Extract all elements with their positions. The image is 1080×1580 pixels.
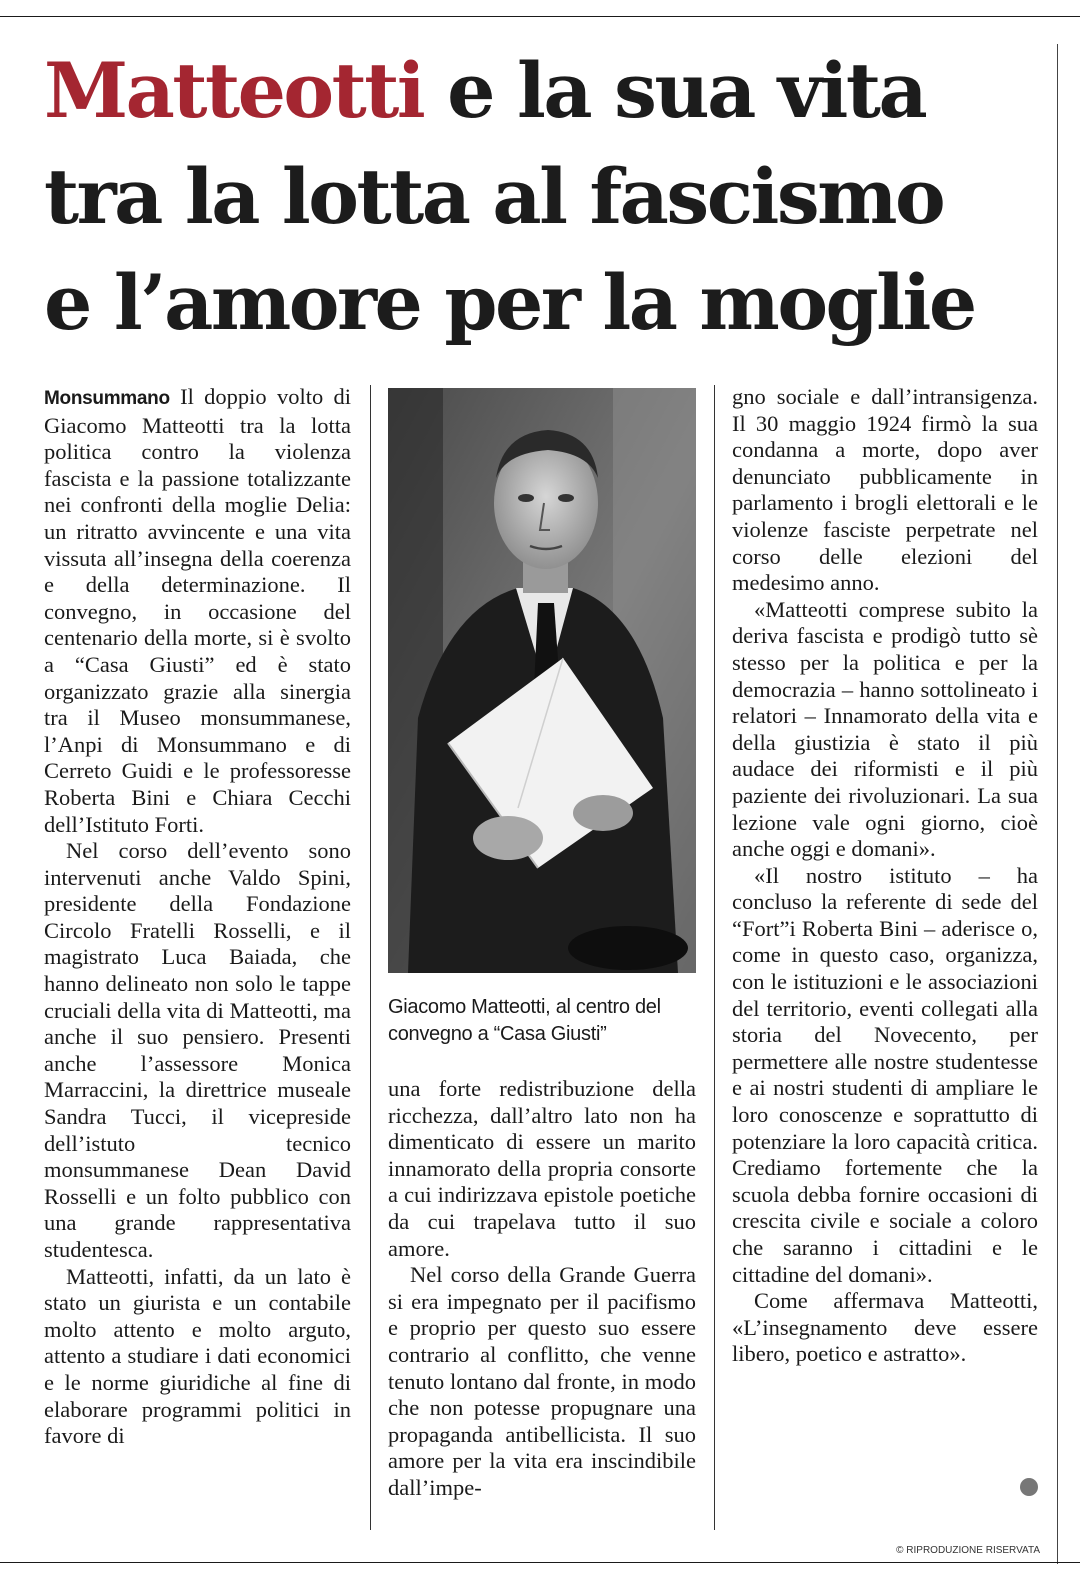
paragraph: Matteotti, infatti, da un lato è stato un giurista e un contabile molto attento e molto arguto, attento a studiare i dati economici e le norme giuridiche al fine di elaborare programmi politici in favore di — [44, 1263, 351, 1449]
column-divider — [370, 385, 371, 1530]
bottom-rule — [0, 1562, 1080, 1563]
headline-line-1 — [44, 38, 1054, 144]
headline-line-1-rest: e la sua vita — [423, 46, 926, 135]
portrait-photo — [388, 388, 696, 973]
paragraph: Come affermava Matteotti, «L’insegnamento deve essere libero, poetico e astratto». — [732, 1288, 1038, 1367]
photo-caption: Giacomo Matteotti, al centro del convegno a “Casa Giusti” — [388, 996, 661, 1045]
copyright-notice: © RIPRODUZIONE RISERVATA — [896, 1545, 1040, 1556]
paragraph — [44, 384, 351, 838]
article-end-dot — [1020, 1478, 1038, 1496]
top-rule — [0, 16, 1080, 17]
right-margin-rule — [1057, 44, 1058, 1564]
portrait-illustration — [388, 388, 696, 973]
article-column-2 — [388, 1076, 696, 1502]
paragraph: una forte redistribuzione della ricchezza, dall’altro lato non ha dimenticato di essere un marito innamorato della propria consorte a cui indirizzava epistole poetiche da cui trapelava tutto il suo amore. — [388, 1076, 696, 1261]
paragraph: «Il nostro istituto – ha concluso la referente di sede del “Fort”i Roberta Bini – aderisce o, come in questo caso, organizza, con le istituzioni e le associazioni del territorio, eventi collegati alla storia del Novecento, per permettere alle nostre studentesse e ai nostri studenti di ampliare le loro conoscenze e soprattutto di potenziare la loro capacità critica. Crediamo fortemente che la scuola debba fornire occasioni di crescita civile e sociale a coloro che saranno i cittadini e le cittadine del domani». — [732, 862, 1038, 1287]
paragraph: Nel corso della Grande Guerra si era impegnato per il pacifismo e proprio per questo suo essere contrario al conflitto, che venne tenuto lontano dal fronte, in modo che non potesse propugnare una propaganda antibellicista. Il suo amore per la vita era inscindibile dall’impe- — [388, 1262, 696, 1500]
dateline: Monsummano — [44, 388, 170, 409]
headline-accent-word: Matteotti — [44, 46, 424, 135]
paragraph: Nel corso dell’evento sono intervenuti anche Valdo Spini, presidente della Fondazione Circolo Fratelli Rosselli, e il magistrato Luca Baiada, che hanno delineato non solo le tappe cruciali della vita di Matteotti, ma anche il suo pensiero. Presenti anche l’assessore Monica Marraccini, la direttrice museale Sandra Tucci, il vicepreside dell’istuto tecnico monsummanese Dean David Rosselli e un folto pubblico con una grande rappresentativa studentesca. — [44, 838, 351, 1262]
headline — [44, 38, 1054, 356]
article-column-1 — [44, 384, 351, 1450]
paragraph: gno sociale e dall’intransigenza. Il 30 maggio 1924 firmò la sua condanna a morte, dopo aver denunciato pubblicamente in parlamento i brogli elettorali e le violenze fasciste perpetrate nel corso delle elezioni del medesimo anno. — [732, 384, 1038, 596]
headline-line-2: tra la lotta al fascismo — [44, 152, 944, 241]
article-column-3 — [732, 384, 1038, 1368]
column-divider — [714, 385, 715, 1530]
headline-line-3: e l’amore per la moglie — [44, 258, 975, 347]
paragraph: «Matteotti comprese subito la deriva fascista e prodigò tutto sè stesso per la politica e per la democrazia – hanno sottolineato i relatori – Innamorato della vita e della giustizia è stato il più audace dei riformisti e il più paziente dei rivoluzionari. La sua lezione vale ogni giorno, cioè anche oggi e domani». — [732, 596, 1038, 862]
paragraph-text: Il doppio volto di Giacomo Matteotti tra la lotta politica contro la violenza fascista e la passione totalizzante nei confronti della moglie Delia: un ritratto avvincente e una vita vissuta all’insegna della coerenza e della determinazione. Il convegno, in occasione del centenario della morte, si è svolto a “Casa Giusti” ed è stato organizzato grazie alla sinergia tra il Museo monsummanese, l’Anpi di Monsummano e di Cerreto Guidi e le professoresse Roberta Bini e Chiara Cecchi dell’Istituto Forti. — [44, 384, 351, 837]
